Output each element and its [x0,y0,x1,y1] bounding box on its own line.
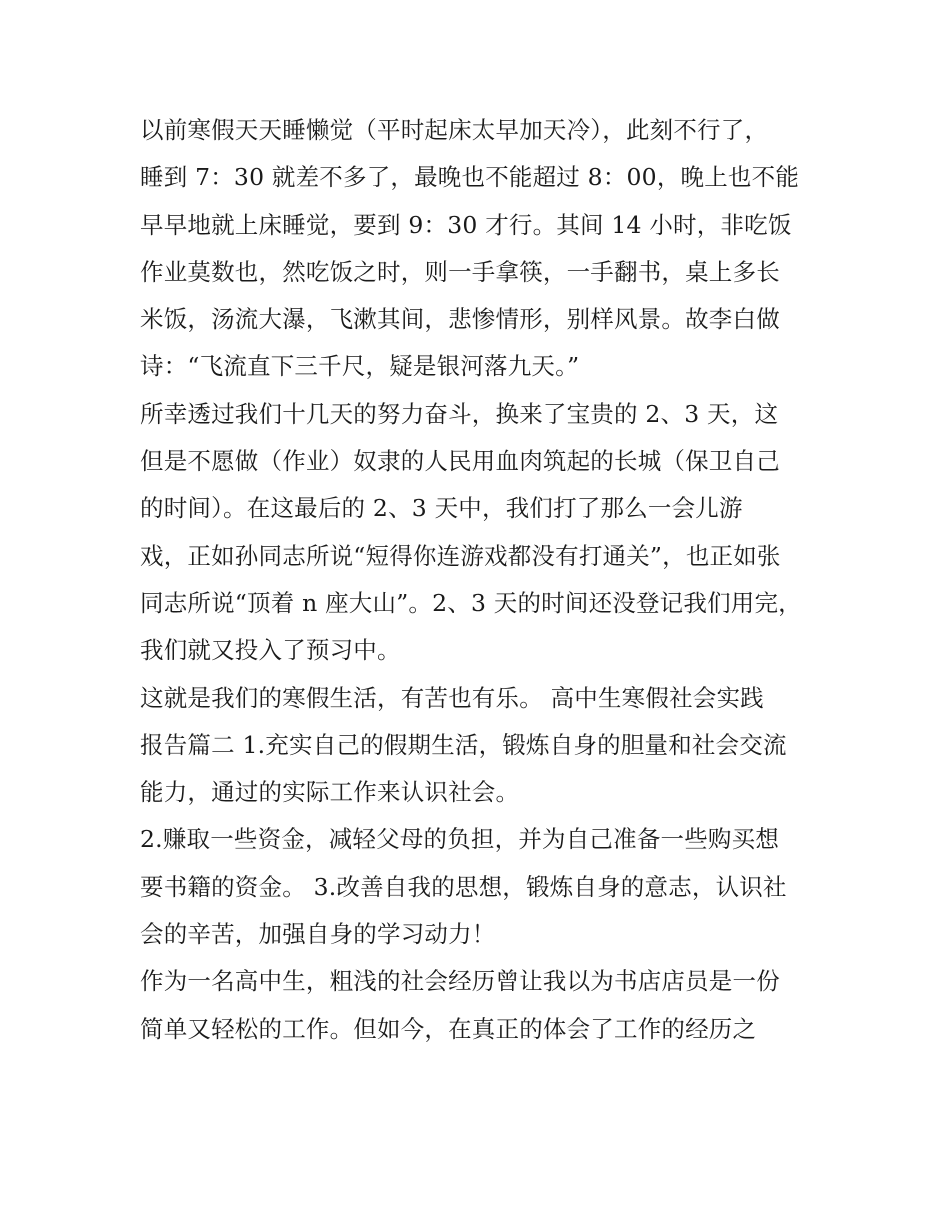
text-line: 作为一名高中生，粗浅的社会经历曾让我以为书店店员是一份 [140,967,780,996]
text-line: 简单又轻松的工作。但如今，在真正的体会了工作的经历之 [140,1014,757,1043]
text-line: 米饭，汤流大瀑，飞漱其间，悲惨情形，别样风景。故李白做 [140,305,780,334]
text-line: 同志所说“顶着 n 座大山”。2、3 天的时间还没登记我们用完， [140,588,802,617]
text-line: 诗：“飞流直下三千尺，疑是银河落九天。” [140,352,580,381]
text-line: 这就是我们的寒假生活，有苦也有乐。 高中生寒假社会实践 [140,683,764,712]
text-line: 要书籍的资金。 3.改善自我的思想，锻炼自身的意志，认识社 [140,872,787,901]
text-line: 2.赚取一些资金，减轻父母的负担，并为自己准备一些购买想 [140,825,780,854]
text-line: 的时间）。在这最后的 2、3 天中，我们打了那么一会儿游 [140,494,743,523]
text-line: 我们就又投入了预习中。 [140,636,401,665]
text-line: 早早地就上床睡觉，要到 9：30 才行。其间 14 小时，非吃饭 [140,210,792,239]
text-line: 会的辛苦，加强自身的学习动力！ [140,920,496,949]
text-line: 但是不愿做（作业）奴隶的人民用血肉筑起的长城（保卫自己 [140,447,780,476]
text-line: 以前寒假天天睡懒觉（平时起床太早加天冷），此刻不行了， [140,116,769,144]
text-line: 报告篇二 1.充实自己的假期生活，锻炼自身的胆量和社会交流 [140,730,787,759]
text-line: 所幸透过我们十几天的努力奋斗，换来了宝贵的 2、3 天，这 [140,399,779,428]
document-body-text [140,107,820,1053]
text-line: 能力，通过的实际工作来认识社会。 [140,778,520,807]
text-line: 作业莫数也，然吃饭之时，则一手拿筷，一手翻书，桌上多长 [140,257,780,286]
text-line: 戏，正如孙同志所说“短得你连游戏都没有打通关”，也正如张 [140,541,781,570]
text-line: 睡到 7：30 就差不多了，最晚也不能超过 8：00，晚上也不能 [140,163,800,192]
